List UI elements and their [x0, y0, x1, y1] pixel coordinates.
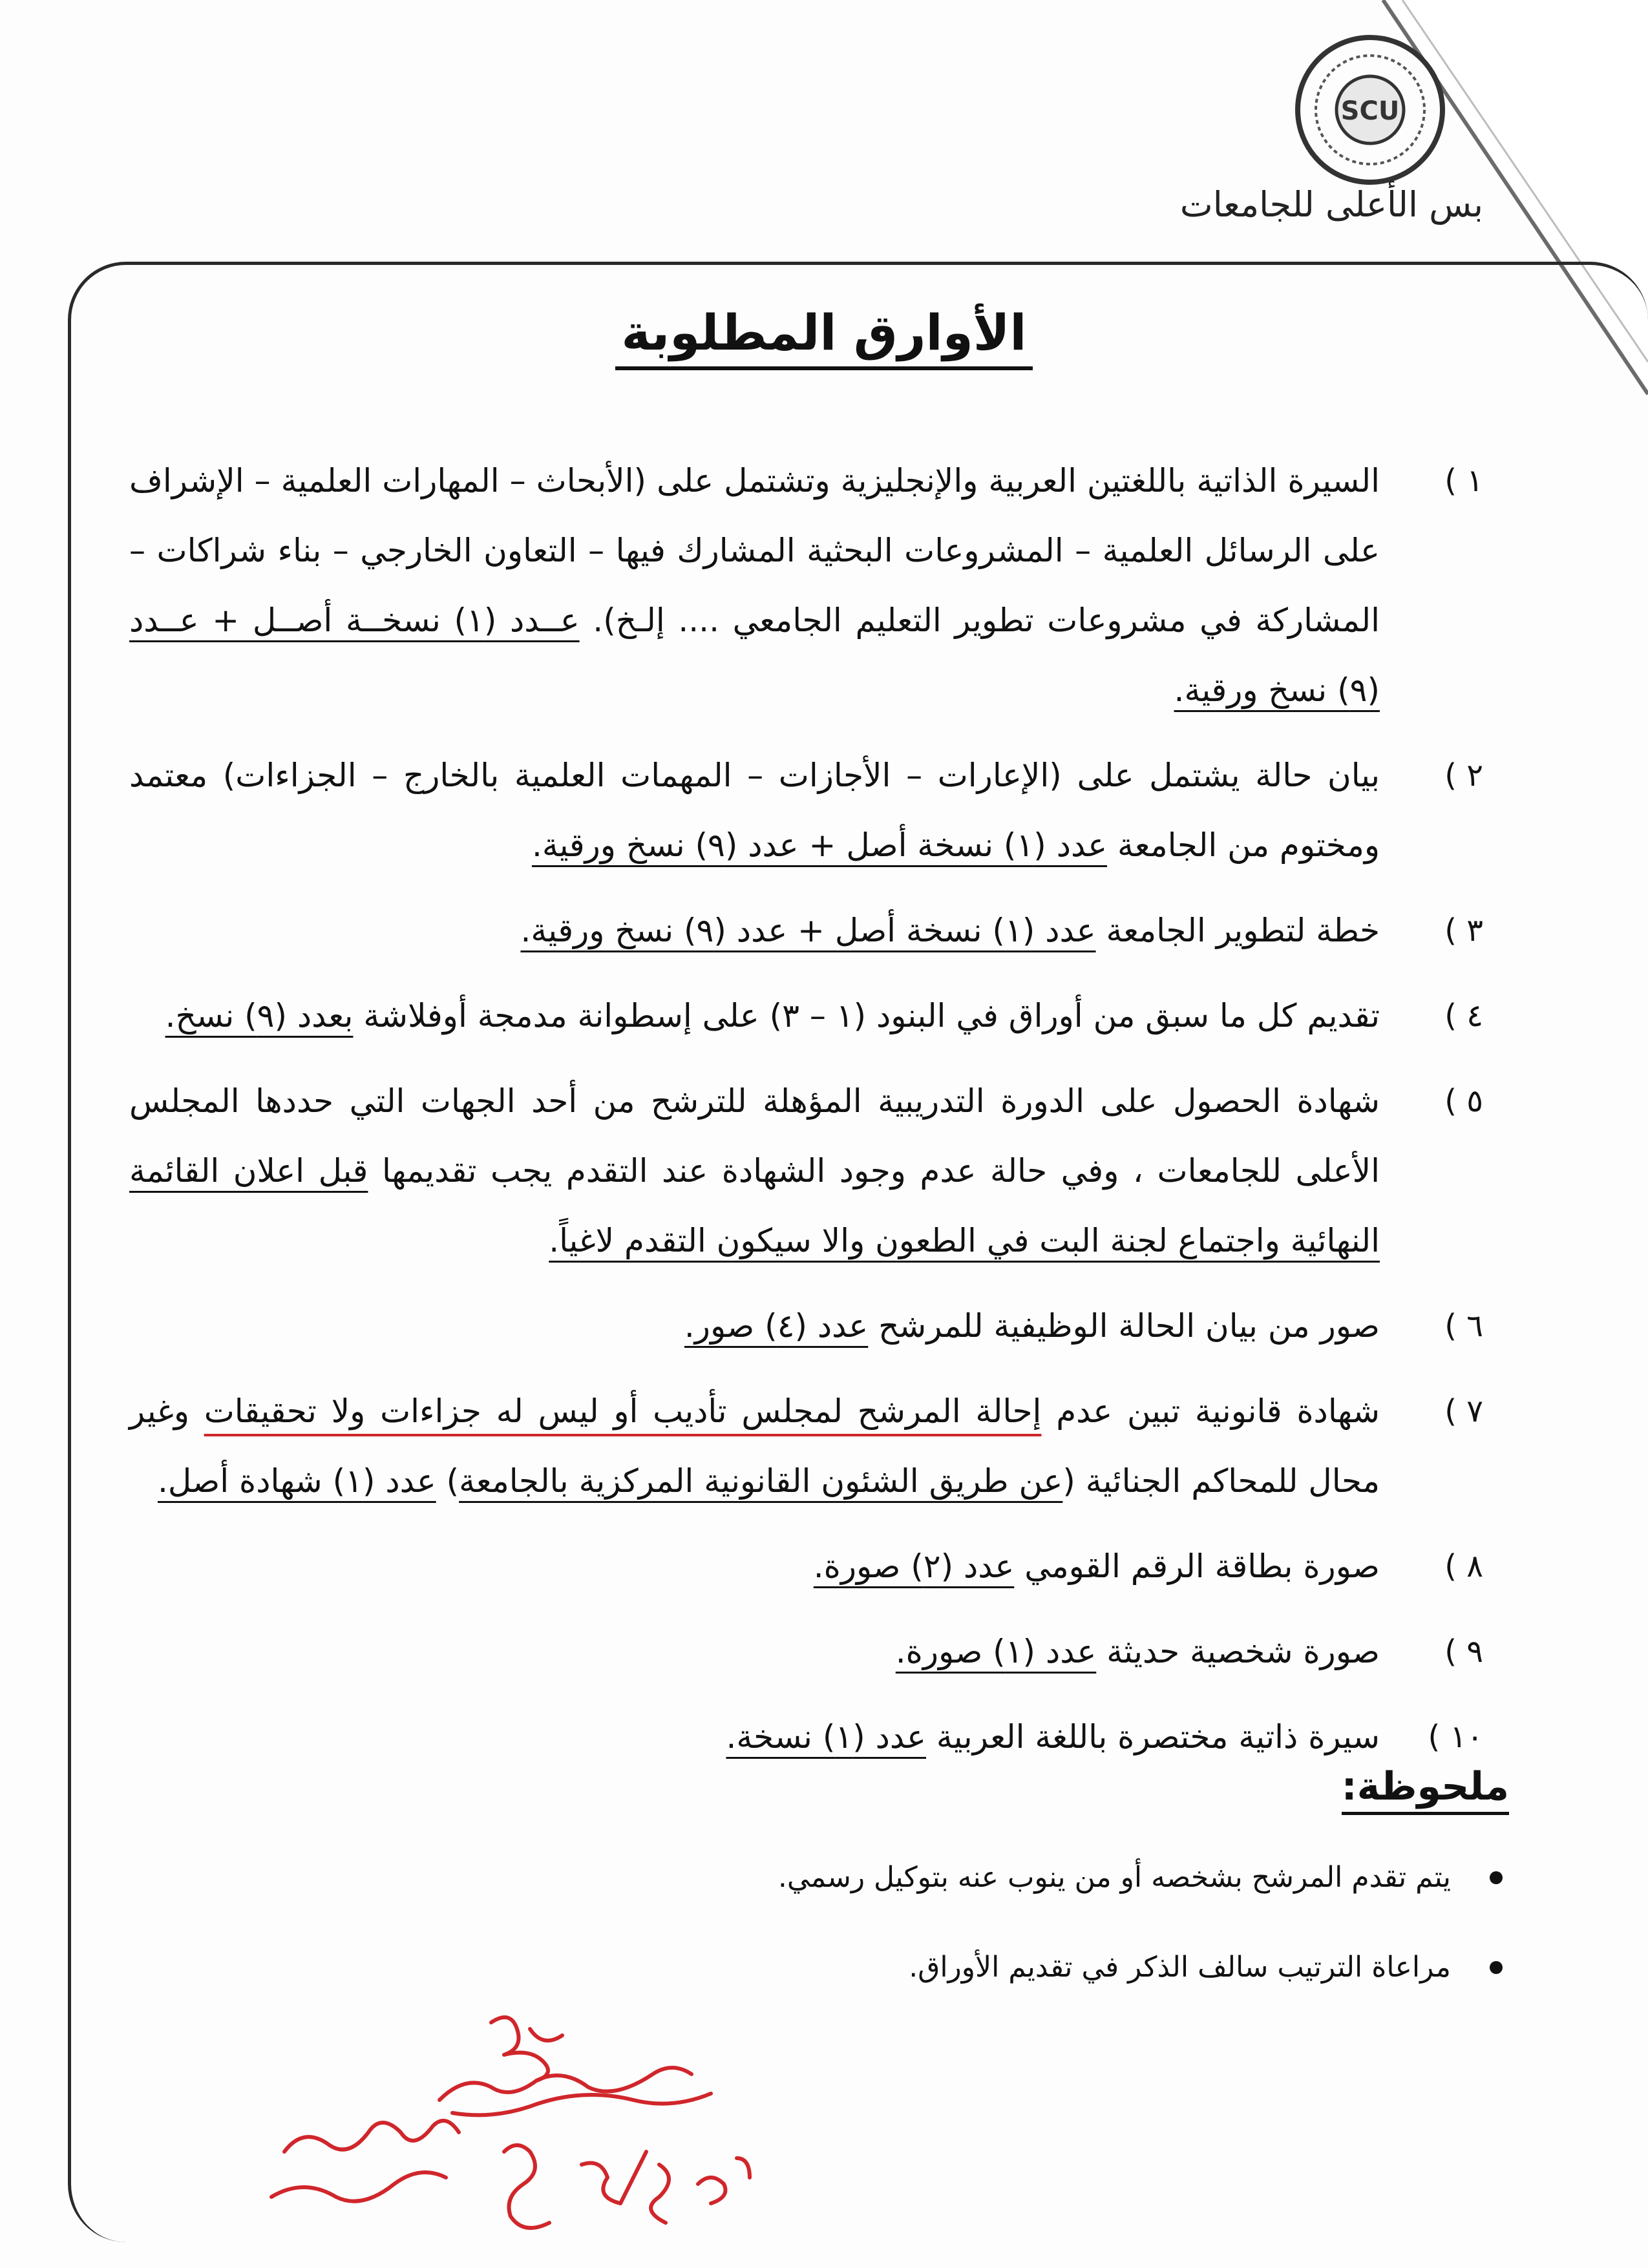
requirement-text: [896, 1633, 1380, 1670]
requirement-item: [129, 1617, 1490, 1686]
requirement-emphasis: قبل اعلان القائمة النهائية واجتماع لجنة البت في الطعون والا سيكون التقدم لاغياً.: [129, 1152, 1380, 1259]
note-bullet-text: يتم تقدم المرشح بشخصه أو من ينوب عنه بتوكيل رسمي.: [777, 1861, 1451, 1894]
page-title-text: الأوارق المطلوبة: [615, 304, 1033, 370]
requirement-number: ٨ ): [1444, 1548, 1483, 1584]
requirement-number: ٧ ): [1444, 1393, 1483, 1429]
requirement-emphasis: عدد (٢) صورة.: [813, 1548, 1015, 1585]
note-bullets: [778, 1861, 1509, 2041]
requirement-segment: سيرة ذاتية مختصرة باللغة العربية: [925, 1718, 1380, 1756]
requirement-segment: صورة بطاقة الرقم القومي: [1014, 1548, 1380, 1585]
requirement-segment: السيرة الذاتية باللغتين العربية والإنجليزية وتشتمل على (الأبحاث – المهارات العلمية – الإشراف على الرسائل العلمية – المشروعات البحثية المشارك فيها – التعاون الخارجي – بناء شراكات – المشاركة في مشروعات تطوير التعليم الجامعي .... إلـخ).: [129, 462, 1380, 639]
requirement-text: [814, 1548, 1380, 1585]
requirement-emphasis: عدد (١) نسخة.: [726, 1718, 926, 1756]
requirement-segment: وغير محال للمحاكم الجنائية (: [129, 1392, 1380, 1500]
requirement-text: [129, 1392, 1380, 1500]
note-title: ملحوظة:: [1342, 1764, 1509, 1815]
requirements-list: [129, 446, 1490, 1787]
requirement-item: [129, 1376, 1490, 1516]
requirement-emphasis: عدد (١) نسخة أصل + عدد (٩) نسخ ورقية.: [531, 826, 1108, 864]
requirement-item: [129, 1702, 1490, 1772]
requirement-segment: شهادة قانونية تبين عدم: [1041, 1392, 1380, 1430]
note-bullet: [778, 1861, 1509, 1894]
requirement-emphasis: عدد (٤) صور.: [684, 1307, 869, 1345]
bullet-dot-icon: [1490, 1871, 1503, 1884]
requirement-emphasis: عدد (١) شهادة أصل.: [158, 1462, 436, 1500]
requirement-emphasis: عن طريق الشئون القانونية المركزية بالجامعة: [459, 1462, 1063, 1500]
logo-text: SCU: [1340, 96, 1400, 126]
requirement-text: [129, 1082, 1380, 1259]
requirement-number: ٦ ): [1444, 1308, 1483, 1344]
requirement-item: [129, 896, 1490, 965]
requirement-emphasis: عدد (١) نسخة أصل + عدد (٩) نسخ ورقية.: [520, 912, 1096, 949]
requirement-item: [129, 740, 1490, 880]
requirement-number: ٢ ): [1444, 757, 1483, 793]
requirement-segment: شهادة الحصول على الدورة التدريبية المؤهلة للترشح من أحد الجهات التي حددها المجلس الأعلى للجامعات ، وفي حالة عدم وجود الشهادة عند التقدم يجب تقديمها: [129, 1082, 1380, 1190]
requirement-number: ٣ ): [1444, 912, 1483, 949]
requirement-text: [726, 1718, 1380, 1756]
requirement-item: [129, 1531, 1490, 1601]
requirement-text: [165, 997, 1380, 1034]
requirement-item: [129, 446, 1490, 725]
requirement-segment: خطة لتطوير الجامعة: [1095, 912, 1380, 949]
requirement-text: [684, 1307, 1380, 1345]
requirement-number: ١٠ ): [1428, 1719, 1483, 1755]
requirement-segment: تقديم كل ما سبق من أوراق في البنود (١ – ٣) على إسطوانة مدمجة أوفلاشة: [353, 997, 1380, 1034]
requirement-segment: ): [436, 1462, 460, 1500]
requirement-emphasis: عــدد (١) نسخــة أصــل + عــدد (٩) نسخ ورقية.: [129, 602, 1380, 709]
council-name: بس الأعلى للجامعات: [1179, 184, 1483, 225]
requirement-segment: صورة شخصية حديثة: [1096, 1633, 1380, 1670]
note-bullet-text: مراعاة الترتيب سالف الذكر في تقديم الأوراق.: [909, 1951, 1451, 1984]
requirement-item: [129, 1066, 1490, 1276]
requirement-emphasis: عدد (١) صورة.: [895, 1633, 1097, 1670]
handwritten-signature: [246, 2003, 827, 2262]
requirement-item: [129, 1291, 1490, 1361]
requirement-emphasis: إحالة المرشح لمجلس تأديب أو ليس له جزاءات ولا تحقيقات: [204, 1392, 1042, 1430]
requirement-number: ١ ): [1444, 463, 1483, 499]
requirement-number: ٤ ): [1444, 998, 1483, 1034]
requirement-number: ٥ ): [1444, 1083, 1483, 1119]
note-bullet: [778, 1951, 1509, 1984]
requirement-number: ٩ ): [1444, 1633, 1483, 1670]
requirement-text: [129, 757, 1380, 864]
bullet-dot-icon: [1490, 1961, 1503, 1974]
requirement-segment: صور من بيان الحالة الوظيفية للمرشح: [868, 1307, 1380, 1345]
page-title: [0, 304, 1648, 370]
requirement-text: [520, 912, 1380, 949]
requirement-text: [129, 462, 1380, 709]
requirement-emphasis: بعدد (٩) نسخ.: [165, 997, 354, 1034]
requirement-item: [129, 981, 1490, 1051]
requirement-segment: بيان حالة يشتمل على (الإعارات – الأجازات – المهمات العلمية بالخارج – الجزاءات) معتمد ومختوم من الجامعة: [129, 757, 1380, 864]
scu-logo-icon: [1293, 32, 1448, 187]
